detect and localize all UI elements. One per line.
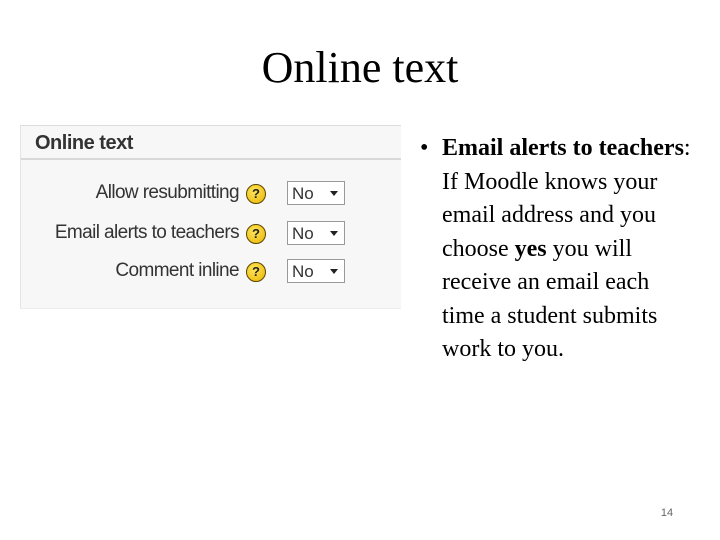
chevron-down-icon <box>330 269 338 274</box>
select-value: No <box>292 262 314 281</box>
setting-row-allow-resubmitting <box>21 179 401 209</box>
select-value: No <box>292 224 314 243</box>
chevron-down-icon <box>330 191 338 196</box>
bullet-dot: • <box>420 135 429 161</box>
setting-label-email-alerts: Email alerts to teachers <box>54 222 239 243</box>
setting-row-email-alerts <box>21 219 401 249</box>
panel-divider <box>21 158 401 160</box>
bullet-text-part-2: you will receive an email each time a student submits work to you. <box>442 235 658 362</box>
help-icon[interactable]: ? <box>246 224 266 244</box>
help-icon[interactable]: ? <box>246 262 266 282</box>
allow-resubmitting-select[interactable] <box>287 181 345 205</box>
chevron-down-icon <box>330 231 338 236</box>
bullet-text <box>442 132 694 367</box>
comment-inline-select[interactable] <box>287 259 345 283</box>
setting-label-allow-resubmitting: Allow resubmitting <box>95 182 239 203</box>
setting-label-comment-inline: Comment inline <box>115 260 239 281</box>
bullet-text-part-1: : If Moodle knows your email address and you choose <box>442 135 691 262</box>
bullet-term: Email alerts to teachers <box>442 135 684 161</box>
select-value: No <box>292 184 314 203</box>
panel-header: Online text <box>35 132 133 154</box>
page-number: 14 <box>660 507 674 519</box>
setting-row-comment-inline <box>21 257 401 287</box>
email-alerts-select[interactable] <box>287 221 345 245</box>
slide-title: Online text <box>261 43 459 92</box>
online-text-settings-panel <box>20 125 401 309</box>
help-icon[interactable]: ? <box>246 184 266 204</box>
bullet-emphasis: yes <box>514 235 547 262</box>
